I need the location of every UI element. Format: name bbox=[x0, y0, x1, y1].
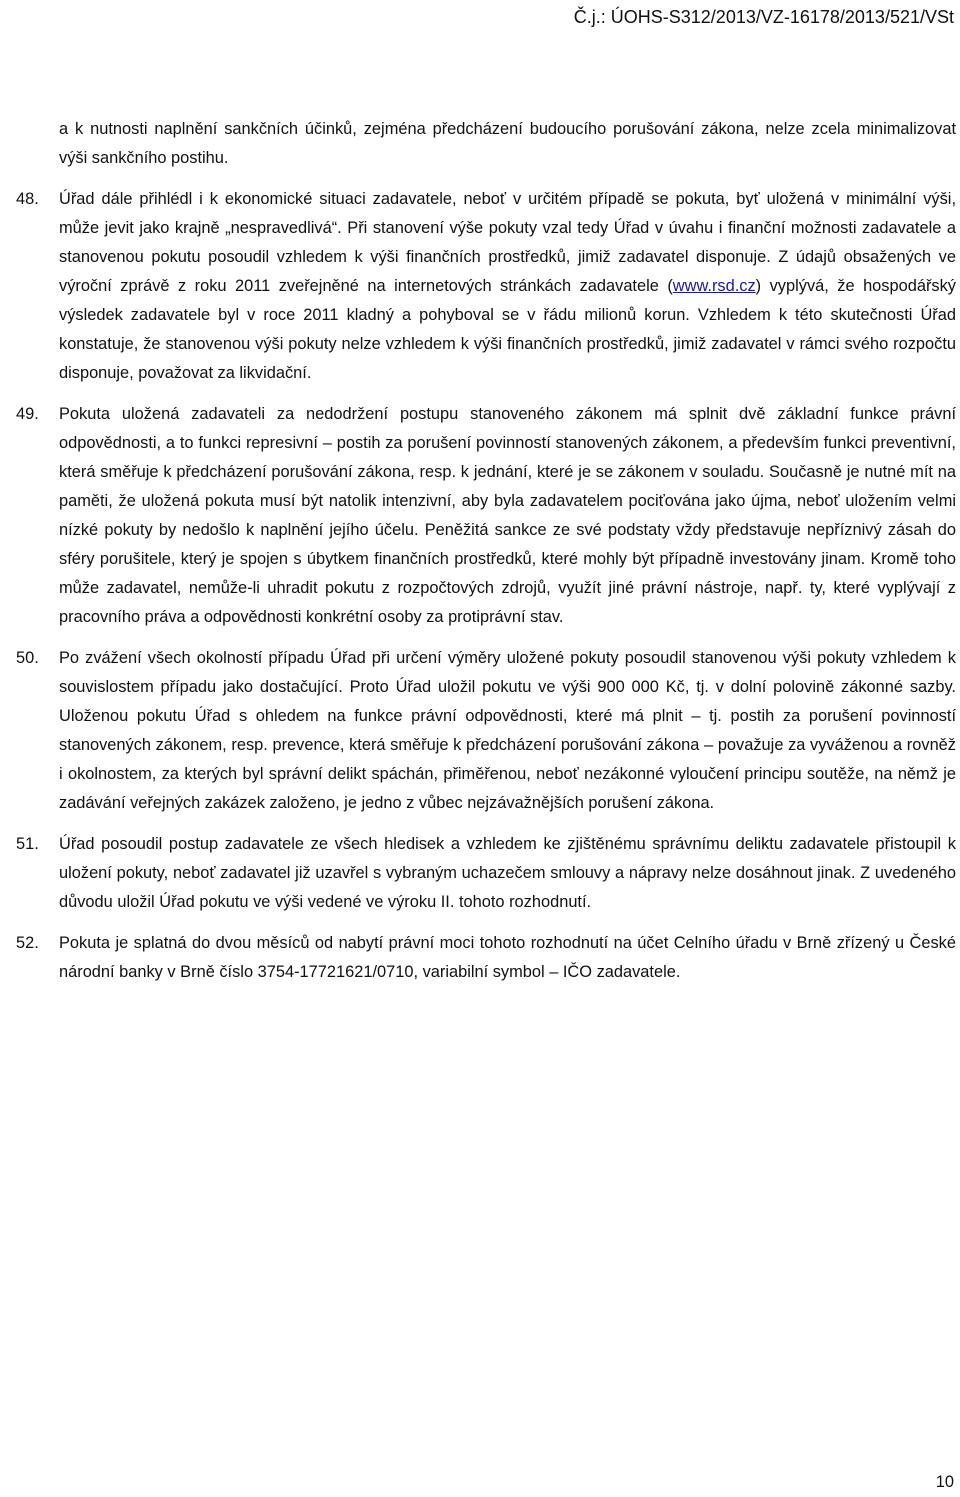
website-link[interactable]: www.rsd.cz bbox=[672, 277, 756, 295]
paragraph-text: Pokuta je splatná do dvou měsíců od nabytí právní moci tohoto rozhodnutí na účet Celního úřadu v Brně zřízený u České národní banky v Brně číslo 3754-17721621/0710, variabilní symbol – IČO zadavatele. bbox=[59, 934, 956, 981]
paragraph-48 bbox=[16, 185, 956, 388]
paragraph-number: 48. bbox=[16, 190, 39, 208]
paragraph-50 bbox=[16, 644, 956, 818]
continued-paragraph: a k nutnosti naplnění sankčních účinků, zejména předcházení budoucího porušování zákona, nelze zcela minimalizovat výši sankčního postihu. bbox=[59, 120, 956, 167]
paragraph-text: Pokuta uložená zadavateli za nedodržení postupu stanoveného zákonem má splnit dvě základní funkce právní odpovědnosti, a to funkci represivní – postih za porušení povinností stanovených zákonem, a především funkci preventivní, která směřuje k předcházení porušování zákona, resp. k jednání, které je se zákonem v souladu. Současně je nutné mít na paměti, že uložená pokuta musí být natolik intenzivní, aby byla zadavatelem pociťována jako újma, neboť uložením velmi nízké pokuty by nedošlo k naplnění jejího účelu. Peněžitá sankce ze své podstaty vždy představuje nepříznivý zásah do sféry porušitele, který je spojen s úbytkem finančních prostředků, které mohly být případně investovány jinam. Kromě toho může zadavatel, nemůže-li uhradit pokutu z rozpočtových zdrojů, využít jiné právní nástroje, např. ty, které vyplývají z pracovního práva a odpovědnosti konkrétní osoby za protiprávní stav. bbox=[59, 405, 956, 626]
paragraph-text: Úřad posoudil postup zadavatele ze všech hledisek a vzhledem ke zjištěnému správnímu deliktu zadavatele přistoupil k uložení pokuty, neboť zadavatel již uzavřel s vybraným uchazečem smlouvy a nápravy nelze dosáhnout jinak. Z uvedeného důvodu uložil Úřad pokutu ve výši vedené ve výroku II. tohoto rozhodnutí. bbox=[59, 835, 956, 911]
page-number: 10 bbox=[935, 1473, 954, 1491]
paragraph-number: 50. bbox=[16, 649, 39, 667]
paragraph-text: Po zvážení všech okolností případu Úřad při určení výměry uložené pokuty posoudil stanovenou výši pokuty vzhledem k souvislostem případu jako dostačující. Proto Úřad uložil pokutu ve výši 900 000 Kč, tj. v dolní polovině zákonné sazby. Uloženou pokutu Úřad s ohledem na funkce právní odpovědnosti, které má plnit – tj. postih za porušení povinností stanovených zákonem, resp. prevence, která směřuje k předcházení porušování zákona – považuje za vyváženou a rovněž i okolnostem, za kterých byl správní delikt spáchán, přiměřenou, neboť nezákonné vyloučení principu soutěže, na němž je zadávání veřejných zakázek založeno, je jedno z vůbec nejzávažnějších porušení zákona. bbox=[59, 649, 956, 812]
paragraph-52 bbox=[16, 929, 956, 987]
paragraph-49 bbox=[16, 400, 956, 632]
document-body bbox=[16, 115, 956, 987]
paragraph-number: 52. bbox=[16, 934, 39, 952]
paragraph-number: 51. bbox=[16, 835, 39, 853]
paragraph-51 bbox=[16, 830, 956, 917]
paragraph-text-continued: ) vyplývá, že hospodářský výsledek zadavatele byl v roce 2011 kladný a pohyboval se v řádu milionů korun. Vzhledem k této skutečnosti Úřad konstatuje, že stanovenou výši pokuty nelze vzhledem k výši finančních prostředků, jimiž zadavatel v rámci svého rozpočtu disponuje, považovat za likvidační. bbox=[59, 277, 957, 382]
paragraph-text: Úřad dále přihlédl i k ekonomické situaci zadavatele, neboť v určitém případě se pokuta, byť uložená v minimální výši, může jevit jako krajně „nespravedlivá“. Při stanovení výše pokuty vzal tedy Úřad v úvahu i finanční možnosti zadavatele a stanovenou pokutu posoudil vzhledem k výši finančních prostředků, jimiž zadavatel disponuje. Z údajů obsažených ve výroční zprávě z roku 2011 zveřejněné na internetových stránkách zadavatele ( bbox=[59, 190, 956, 295]
document-reference-number: Č.j.: ÚOHS-S312/2013/VZ-16178/2013/521/VSt bbox=[573, 7, 954, 27]
paragraph-number: 49. bbox=[16, 405, 39, 423]
